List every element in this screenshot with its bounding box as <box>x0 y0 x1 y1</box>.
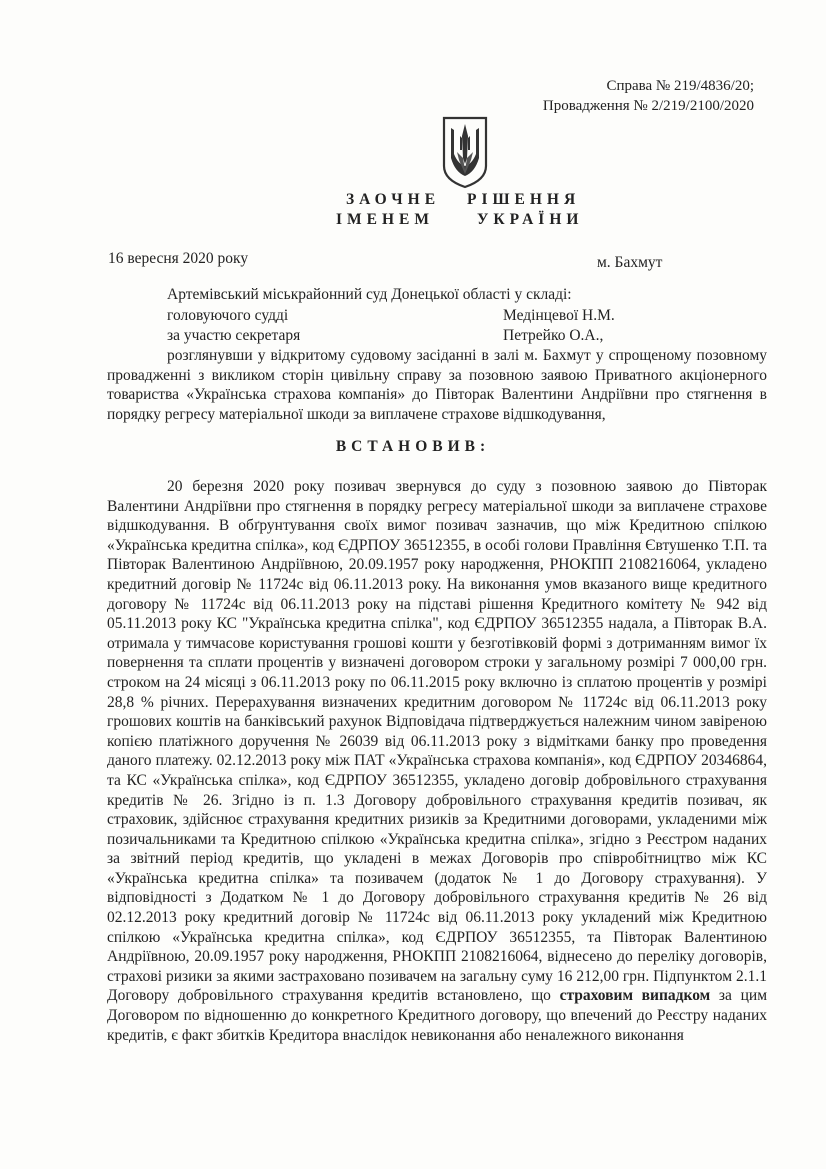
body-text-part1: 20 березня 2020 року позивач звернувся до суду з позовною заявою до Півторак Валентини Андріївни про стягнення в порядку регресу матеріальної шкоди за виплачене страхове відшкодування. В обґрунтування своїх вимог позивач зазначив, що між Кредитною спілкою «Українська кредитна спілка», код ЄДРПОУ 36512355, в особі голови Правління Євтушенко Т.П. та Півторак Валентиною Андріївною, 20.09.1957 року народження, РНОКПП 2108216064, укладено кредитний договір № 11724с від 06.11.2013 року. На виконання умов вказаного вище кредитного договору № 11724с від 06.11.2013 року на підставі рішення Кредитного комітету № 942 від 05.11.2013 року КС "Українська кредитна спілка", код ЄДРПОУ 36512355 надала, а Півторак В.А. отримала у тимчасове користування грошові кошти у безготівковій формі з дотриманням вимог їх повернення та сплати процентів у визначені договором строки у загальному розмірі 7 000,00 грн. строком на 24 місяці з 06.11.2013 року по 06.11.2015 року включно із сплатою процентів у розмірі 28,8 % річних. Перерахування визначених кредитним договором № 11724с від 06.11.2013 року грошових коштів на банківський рахунок Відповідача підтверджується належним чином завіреною копією платіжного доручення № 26039 від 06.11.2013 року з відмітками банку про проведення даного платежу. 02.12.2013 року між ПАТ «Українська страхова компанія», код ЄДРПОУ 20346864, та КС «Українська спілка», код ЄДРПОУ 36512355, укладено договір добровільного страхування кредитів № 26. Згідно із п. 1.3 Договору добровільного страхування кредитів позивач, як страховик, здійснює страхування кредитних ризиків за Кредитними договорами, укладеними між позичальниками та Кредитною спілкою «Українська кредитна спілка», згідно з Реєстром наданих за звітний період кредитів, що укладені в межах Договорів про співробітництво між КС «Українська кредитна спілка» та позивачем (додаток № 1 до Договору страхування). У відповідності з Додатком № 1 до Договору добровільного страхування кредитів № 26 від 02.12.2013 року кредитний договір № 11724с від 06.11.2013 року укладений між Кредитною спілкою «Українська кредитна спілка», код ЄДРПОУ 36512355, та Півторак Валентиною Андріївною, 20.09.1957 року народження, РНОКПП 2108216064, віднесено до переліку договорів, страхові ризики за якими застраховано позивачем на загальну суму 16 212,00 грн. Підпунктом 2.1.1 Договору добровільного страхування кредитів встановлено, що <box>107 478 767 1005</box>
body-text <box>107 477 767 1045</box>
case-number: Справа № 219/4836/20; <box>606 78 754 94</box>
secretary-role: за участю секретаря <box>167 327 301 344</box>
title-word-zaochne: ЗАОЧНЕ <box>346 191 441 208</box>
title-word-imenem: ІМЕНЕМ <box>336 211 435 228</box>
title-word-rishennia: РІШЕННЯ <box>467 191 581 208</box>
judge-row <box>167 307 615 325</box>
court-composition: Артемівський міськрайонний суд Донецької області у складі: <box>167 286 572 303</box>
decision-date: 16 вересня 2020 року <box>108 250 249 267</box>
judge-role: головуючого судді <box>167 307 289 324</box>
title-word-ukrainy: УКРАЇНИ <box>477 211 584 228</box>
decision-title <box>0 190 826 230</box>
bold-phrase: страховим випадком <box>559 987 711 1005</box>
judge-name: Медінцевої Н.М. <box>503 307 615 324</box>
body-text-part2: за цим Договором по відношенню до конкретного Кредитного договору, що впечений до Реєстру наданих кредитів, є факт збитків Кредитора внаслідок невиконання або неналежного виконання <box>107 987 768 1044</box>
case-reference <box>543 76 754 116</box>
proceeding-number: Провадження № 2/219/2100/2020 <box>542 98 754 114</box>
trident-emblem-icon <box>440 114 490 190</box>
secretary-row <box>167 327 604 345</box>
established-heading: ВСТАНОВИВ: <box>335 438 491 455</box>
decision-city: м. Бахмут <box>597 254 663 271</box>
intro-paragraph <box>107 346 767 424</box>
secretary-name: Петрейко О.А., <box>503 327 604 344</box>
body-paragraph <box>107 477 767 1045</box>
intro-text: розглянувши у відкритому судовому засіданні в залі м. Бахмут у спрощеному позовному провадженні з викликом сторін цивільну справу за позовною заявою Приватного акціонерного товариства «Українська страхова компанія» до Півторак Валентини Андріївни про стягнення в порядку регресу матеріальної шкоди за виплачене страхове відшкодування, <box>107 347 767 423</box>
